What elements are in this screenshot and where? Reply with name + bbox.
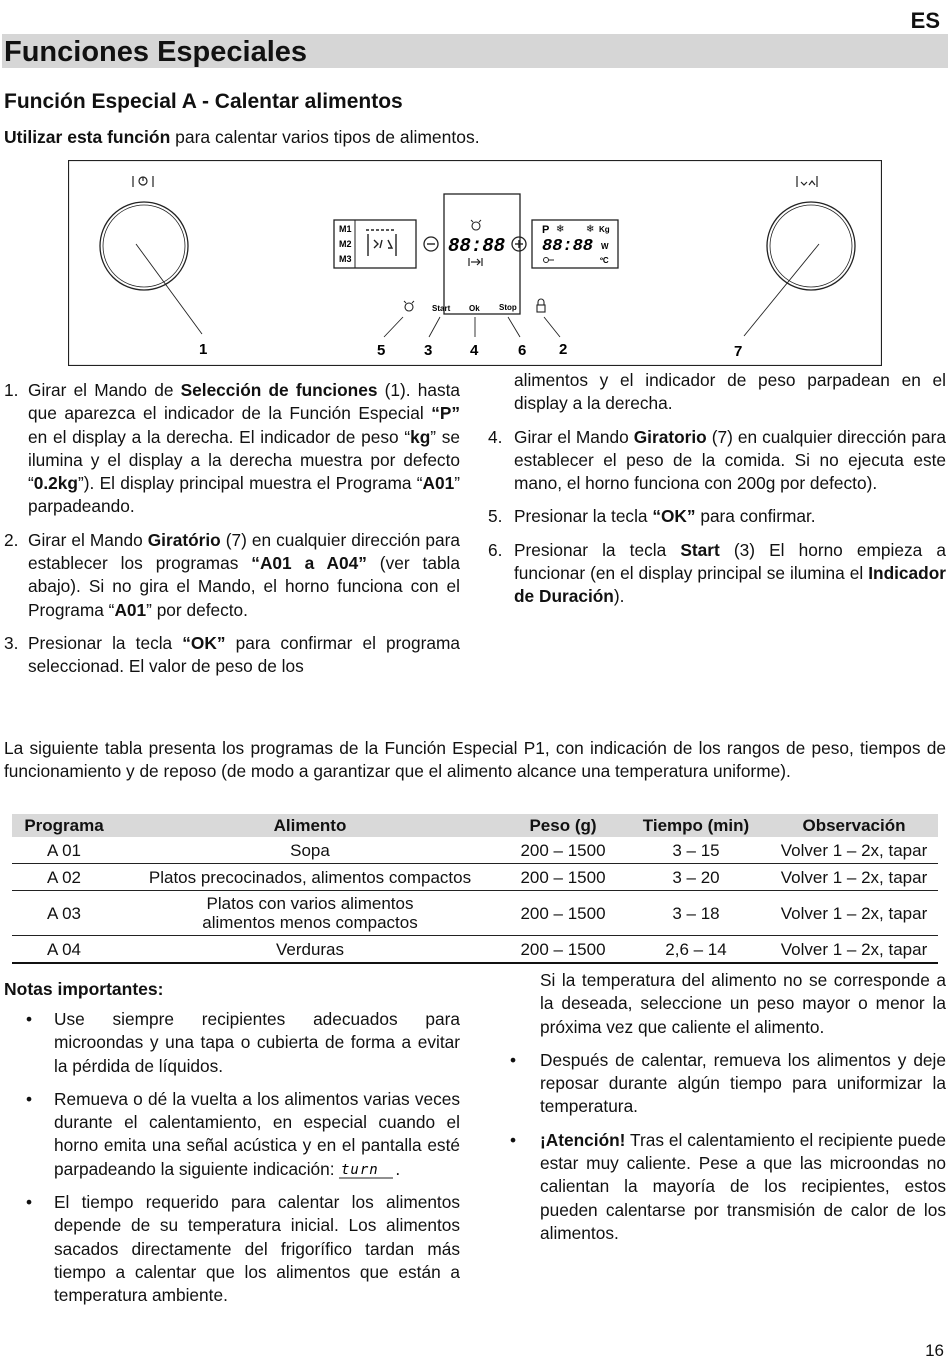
table-row: A 04 Verduras 200 – 1500 2,6 – 14 Volver 1 – 2x, tapar <box>12 936 938 964</box>
table-intro: La siguiente tabla presenta los programas de la Función Especial P1, con indicación de los rangos de peso, tiempos de funcionamiento y de reposo (de modo a garantizar que el alimento alcance una temperatura uniforme). <box>4 738 946 781</box>
table-row: A 01 Sopa 200 – 1500 3 – 15 Volver 1 – 2x, tapar <box>12 837 938 864</box>
svg-text:turn: turn <box>341 1161 380 1178</box>
notes-right <box>502 969 946 1255</box>
callout-3: 3 <box>424 342 433 359</box>
notes-left <box>4 1008 460 1318</box>
kg-indicator: Kg <box>599 225 610 234</box>
table-header-row <box>12 814 938 837</box>
control-panel-diagram <box>68 160 882 366</box>
weight-digit-display: 88:88 <box>542 237 594 256</box>
page-number: 16 <box>925 1341 944 1360</box>
callout-4: 4 <box>470 342 479 359</box>
step-2: 2. Girar el Mando Giratório (7) en cualquier dirección para establecer los programas “A01 a A04” (ver tabla abajo). Si no gira el Mando, el horno funciona con el Programa “A01” por defecto. <box>4 529 461 620</box>
step-5: 5. Presionar la tecla “OK” para confirmar. <box>488 506 816 527</box>
page-title: Funciones Especiales <box>4 36 308 68</box>
language-code: ES <box>910 8 940 33</box>
celsius-indicator: ºC <box>600 256 609 265</box>
section-intro <box>4 127 480 148</box>
stop-button[interactable]: Stop <box>499 303 517 312</box>
prog-label-m1: M1 <box>339 224 352 234</box>
section-title: Función Especial A - Calentar alimentos <box>4 90 403 113</box>
step-6: 6. Presionar la tecla Start (3) El horno empieza a funcionar (en el display principal se ilumina el Indicador de Duración). <box>488 539 946 607</box>
turn-display-icon <box>339 1159 395 1179</box>
callout-1: 1 <box>199 341 208 358</box>
prog-label-m3: M3 <box>339 254 352 264</box>
intro-bold: Utilizar esta función <box>4 127 171 147</box>
intro-rest: para calentar varios tipos de alimentos. <box>170 127 480 147</box>
steps-right <box>488 369 946 619</box>
header-peso: Peso (g) <box>504 814 622 837</box>
table-row: A 02 Platos precocinados, alimentos compactos 200 – 1500 3 – 20 Volver 1 – 2x, tapar <box>12 864 938 891</box>
defrost-icon: ❄ <box>556 224 565 235</box>
step-1: 1. Girar el Mando de Selección de funciones (1). hasta que aparezca el indicador de la Función Especial “P” en el display a la derecha. El indicador de peso “kg” se ilumina y el display a la derecha muestra por defecto “0.2kg”). El display principal muestra el Programa “A01” parpadeando. <box>4 380 460 517</box>
w-indicator: W <box>601 242 609 251</box>
programs-table <box>12 814 938 964</box>
note-item: • Después de calentar, remueva los alimentos y deje reposar durante algún tiempo para uniformizar la temperatura. <box>510 1049 946 1117</box>
callout-7: 7 <box>734 343 743 360</box>
prog-label-m2: M2 <box>339 239 352 249</box>
header-tiempo: Tiempo (min) <box>622 814 770 837</box>
function-p-indicator: P <box>542 224 550 236</box>
start-button[interactable]: Start <box>432 304 451 313</box>
step-3: 3. Presionar la tecla “OK” para confirmar el programa seleccionad. El valor de peso de los <box>4 632 460 677</box>
note-continued: Si la temperatura del alimento no se corresponde a la deseada, seleccione un peso mayor o menor la próxima vez que caliente el alimento. <box>540 970 946 1037</box>
step-3-continued: alimentos y el indicador de peso parpadean en el display a la derecha. <box>514 370 946 414</box>
main-digit-display: 88:88 <box>448 235 506 257</box>
notes-title: Notas importantes: <box>4 979 164 999</box>
note-item: • Remueva o dé la vuelta a los alimentos varias veces durante el calentamiento, en especial cuando el horno emita una señal acústica y en el pantalla esté parpadeando la siguiente indicación: turn . <box>26 1088 460 1179</box>
header-observacion: Observación <box>770 814 938 837</box>
ok-button[interactable]: Ok <box>469 304 480 313</box>
note-item: • El tiempo requerido para calentar los alimentos depende de su temperatura inicial. Los alimentos sacados directamente del frigorífico tardan más tiempo a calentar que los alimentos que están a temperatura ambiente. <box>26 1192 460 1306</box>
header-programa: Programa <box>12 814 116 837</box>
note-item: • ¡Atención! Tras el calentamiento el recipiente puede estar muy caliente. Pese a que las microondas no calientan la mayoría de los recipientes, estos pueden calentarse por transmisión de calor de los alimentos. <box>510 1129 946 1243</box>
header-alimento: Alimento <box>116 814 504 837</box>
table-row: A 03 Platos con varios alimentos alimentos menos compactos 200 – 1500 3 – 18 Volver 1 – 2x, tapar <box>12 891 938 936</box>
callout-5: 5 <box>377 342 386 359</box>
callout-6: 6 <box>518 342 527 359</box>
note-item: • Use siempre recipientes adecuados para microondas y una tapa o cubierta de forma a evitar la pérdida de líquidos. <box>26 1009 460 1076</box>
callout-2: 2 <box>559 341 568 358</box>
steps-left <box>4 379 460 689</box>
step-4: 4. Girar el Mando Giratorio (7) en cualquier dirección para establecer el peso de la comida. Si no ejecuta este mano, el horno funciona con 200g por defecto). <box>488 426 946 494</box>
snowflake-icon: ❄ <box>586 224 595 235</box>
